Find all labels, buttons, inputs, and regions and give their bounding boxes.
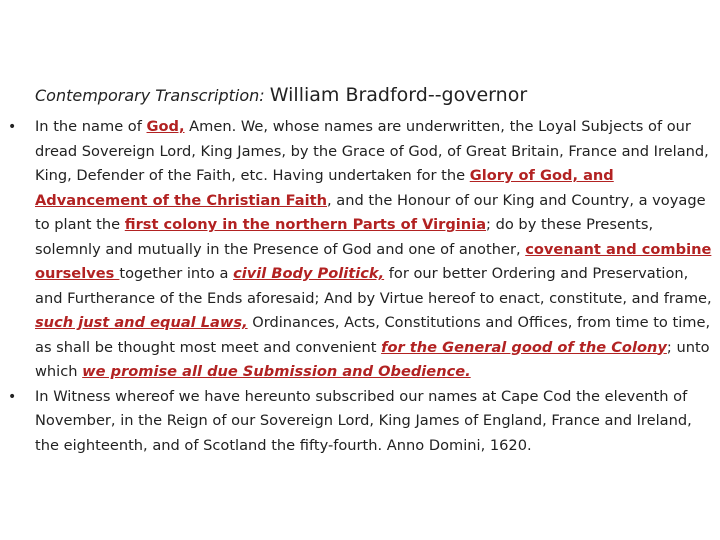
highlighted-phrase: first colony in the northern Parts of Virginia [124, 216, 487, 233]
bullet-icon: • [8, 388, 17, 405]
compact-paragraph-1 [0, 115, 720, 385]
highlighted-phrase: we promise all due Submission and Obedience. [82, 363, 471, 380]
text-segment: In Witness whereof we have hereunto subscribed our names at Cape Cod the eleventh of November, in the Reign of our Sovereign Lord, King James of England, France and Ireland, the eighteenth, and of Scotland the fifty-fourth. Anno Domini, 1620. [35, 387, 692, 454]
text-segment: , and the Honour of our King and Country, a voyage to plant the [35, 191, 706, 233]
highlighted-phrase: civil Body Politick, [233, 265, 385, 282]
text-segment: ; unto which [35, 338, 710, 380]
bullet-icon: • [8, 119, 17, 135]
text-segment: Ordinances, Acts, Constitutions and Offices, from time to time, as shall be thought most meet and convenient [35, 314, 711, 356]
highlighted-phrase: covenant and combine ourselves [35, 240, 712, 282]
highlighted-phrase: for the General good of the Colony [381, 338, 667, 356]
text-segment: Amen. We, whose names are underwritten, the Loyal Subjects of our dread Sovereign Lord, King James, by the Grace of God, of Great Britain, France and Ireland, King, Defender of the Faith, etc. Having undertaken for the [35, 118, 709, 184]
text-segment: together into a [119, 265, 234, 282]
heading-label: Contemporary Transcription: [35, 86, 265, 105]
highlighted-phrase: such just and equal Laws, [35, 314, 248, 331]
compact-text-list [0, 115, 720, 458]
transcription-heading [35, 84, 715, 106]
heading-title: William Bradford--governor [269, 84, 528, 106]
text-segment: for our better Ordering and Preservation, and Furtherance of the Ends aforesaid; And by Virtue hereof to enact, constitute, and frame, [35, 265, 712, 307]
text-segment: In the name of [35, 118, 147, 135]
highlighted-phrase: Glory of God, and Advancement of the Christian Faith [35, 167, 614, 209]
text-segment: ; do by these Presents, solemnly and mutually in the Presence of God and one of another, [35, 216, 654, 258]
highlighted-phrase: God, [146, 118, 185, 135]
compact-paragraph-2 [0, 385, 720, 459]
